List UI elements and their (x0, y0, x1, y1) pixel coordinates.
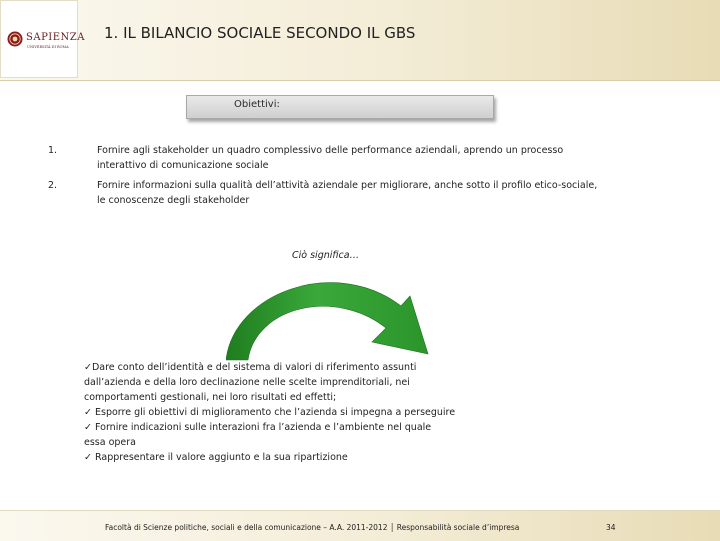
list-item (84, 420, 464, 450)
checkmark-icon: ✓ (84, 362, 92, 373)
curved-arrow-icon (226, 262, 444, 362)
list-item (84, 405, 464, 420)
university-logo (0, 0, 85, 78)
objective-line: Fornire agli stakeholder un quadro complessivo delle performance aziendali, aprendo un processo (97, 145, 564, 156)
list-item-text: essa opera (84, 437, 136, 448)
checkmark-icon: ✓ (84, 452, 92, 463)
objective-line: Fornire informazioni sulla qualità dell’attività aziendale per migliorare, anche sotto il profilo etico-sociale, (97, 180, 598, 191)
checklist (84, 360, 464, 465)
objective-line: le conoscenze degli stakeholder (97, 195, 250, 206)
meaning-label: Ciò significa… (292, 250, 360, 261)
checkmark-icon: ✓ (84, 407, 92, 418)
list-item (84, 360, 464, 405)
header-band (0, 0, 720, 81)
objective-item (97, 143, 637, 173)
logo-name: SAPIENZA (26, 32, 85, 43)
list-item-text: comportamenti gestionali, nei loro risultati ed effetti; (84, 392, 337, 403)
objectives-label: Obiettivi: (234, 99, 280, 110)
list-item-text: Fornire indicazioni sulle interazioni fra l’azienda e l’ambiente nel quale (95, 422, 432, 433)
list-item-text: Rappresentare il valore aggiunto e la sua ripartizione (95, 452, 348, 463)
objective-item (97, 178, 637, 208)
footer-text: Facoltà di Scienze politiche, sociali e della comunicazione – A.A. 2011-2012 │ Responsabilità sociale d’impresa (105, 523, 520, 532)
page-number: 34 (606, 523, 616, 532)
objective-number: 1. (48, 145, 58, 156)
footer-band (0, 510, 720, 541)
list-item-text: Dare conto dell’identità e del sistema di valori di riferimento assunti (91, 362, 417, 373)
seal-icon (7, 31, 23, 47)
list-item (84, 450, 464, 465)
page-title: 1. IL BILANCIO SOCIALE SECONDO IL GBS (104, 24, 416, 42)
objective-number: 2. (48, 180, 58, 191)
list-item-text: dall’azienda e della loro declinazione nelle scelte imprenditoriali, nei (84, 377, 410, 388)
logo-subtitle: UNIVERSITÀ DI ROMA (27, 45, 69, 49)
objective-line: interattivo di comunicazione sociale (97, 160, 269, 171)
list-item-text: Esporre gli obiettivi di miglioramento che l’azienda si impegna a perseguire (95, 407, 456, 418)
checkmark-icon: ✓ (84, 422, 92, 433)
objectives-box (186, 95, 494, 119)
